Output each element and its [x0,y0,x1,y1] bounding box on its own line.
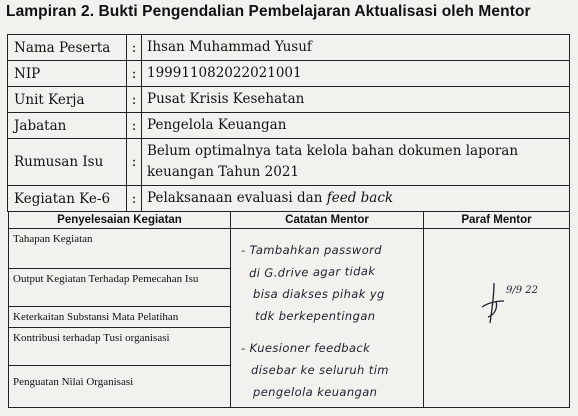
info-label: Unit Kerja [8,87,127,113]
mentor-notes-cell [231,229,424,408]
info-row [8,61,570,87]
info-colon: : [127,186,142,212]
mentor-paraf-cell [424,229,570,408]
info-value: Belum optimalnya tata kelola bahan dokumen laporan keuangan Tahun 2021 [142,139,570,186]
info-value [142,186,570,212]
info-colon: : [127,35,142,61]
info-row [8,186,570,212]
note-line: bisa diakses pihak yg [253,287,385,301]
step-row [9,229,570,269]
note-line: tdk berkepentingan [255,309,376,323]
info-label: NIP [8,61,127,87]
note-line: - Kuesioner feedback [241,341,371,355]
info-label: Jabatan [8,113,127,139]
info-value: Pengelola Keuangan [142,113,570,139]
info-value-text: Pelaksanaan evaluasi dan [147,190,327,206]
info-colon: : [127,87,142,113]
participant-info-table [7,34,570,212]
mentor-control-table [8,211,570,408]
info-colon: : [127,113,142,139]
info-label: Kegiatan Ke-6 [8,186,127,212]
step-cell: Tahapan Kegiatan [9,229,231,269]
header-penyelesaian: Penyelesaian Kegiatan [9,212,231,229]
note-line: di G.drive agar tidak [248,263,376,281]
info-label: Nama Peserta [8,35,127,61]
info-value-italic: feed back [326,190,394,206]
page-title: Lampiran 2. Bukti Pengendalian Pembelajaran Aktualisasi oleh Mentor [6,3,531,20]
info-value: Pusat Krisis Kesehatan [142,87,570,113]
header-paraf: Paraf Mentor [424,212,570,229]
note-line: disebar ke seluruh tim [251,363,389,377]
info-value: 199911082022021001 [142,61,570,87]
info-colon: : [127,61,142,87]
step-cell: Penguatan Nilai Organisasi [9,366,231,408]
info-row [8,87,570,113]
info-value: Ihsan Muhammad Yusuf [142,35,570,61]
step-cell: Keterkaitan Substansi Mata Pelatihan [9,307,231,328]
note-line: pengelola keuangan [253,385,378,399]
info-row [8,113,570,139]
header-catatan: Catatan Mentor [231,212,424,229]
info-colon: : [127,139,142,186]
mentor-header-row [9,212,570,229]
paraf-date: 9/9 22 [506,285,538,296]
step-cell: Output Kegiatan Terhadap Pemecahan Isu [9,269,231,307]
info-row [8,139,570,186]
info-row [8,35,570,61]
step-cell: Kontribusi terhadap Tusi organisasi [9,328,231,366]
info-label: Rumusan Isu [8,139,127,186]
note-line: - Tambahkan password [241,243,382,257]
